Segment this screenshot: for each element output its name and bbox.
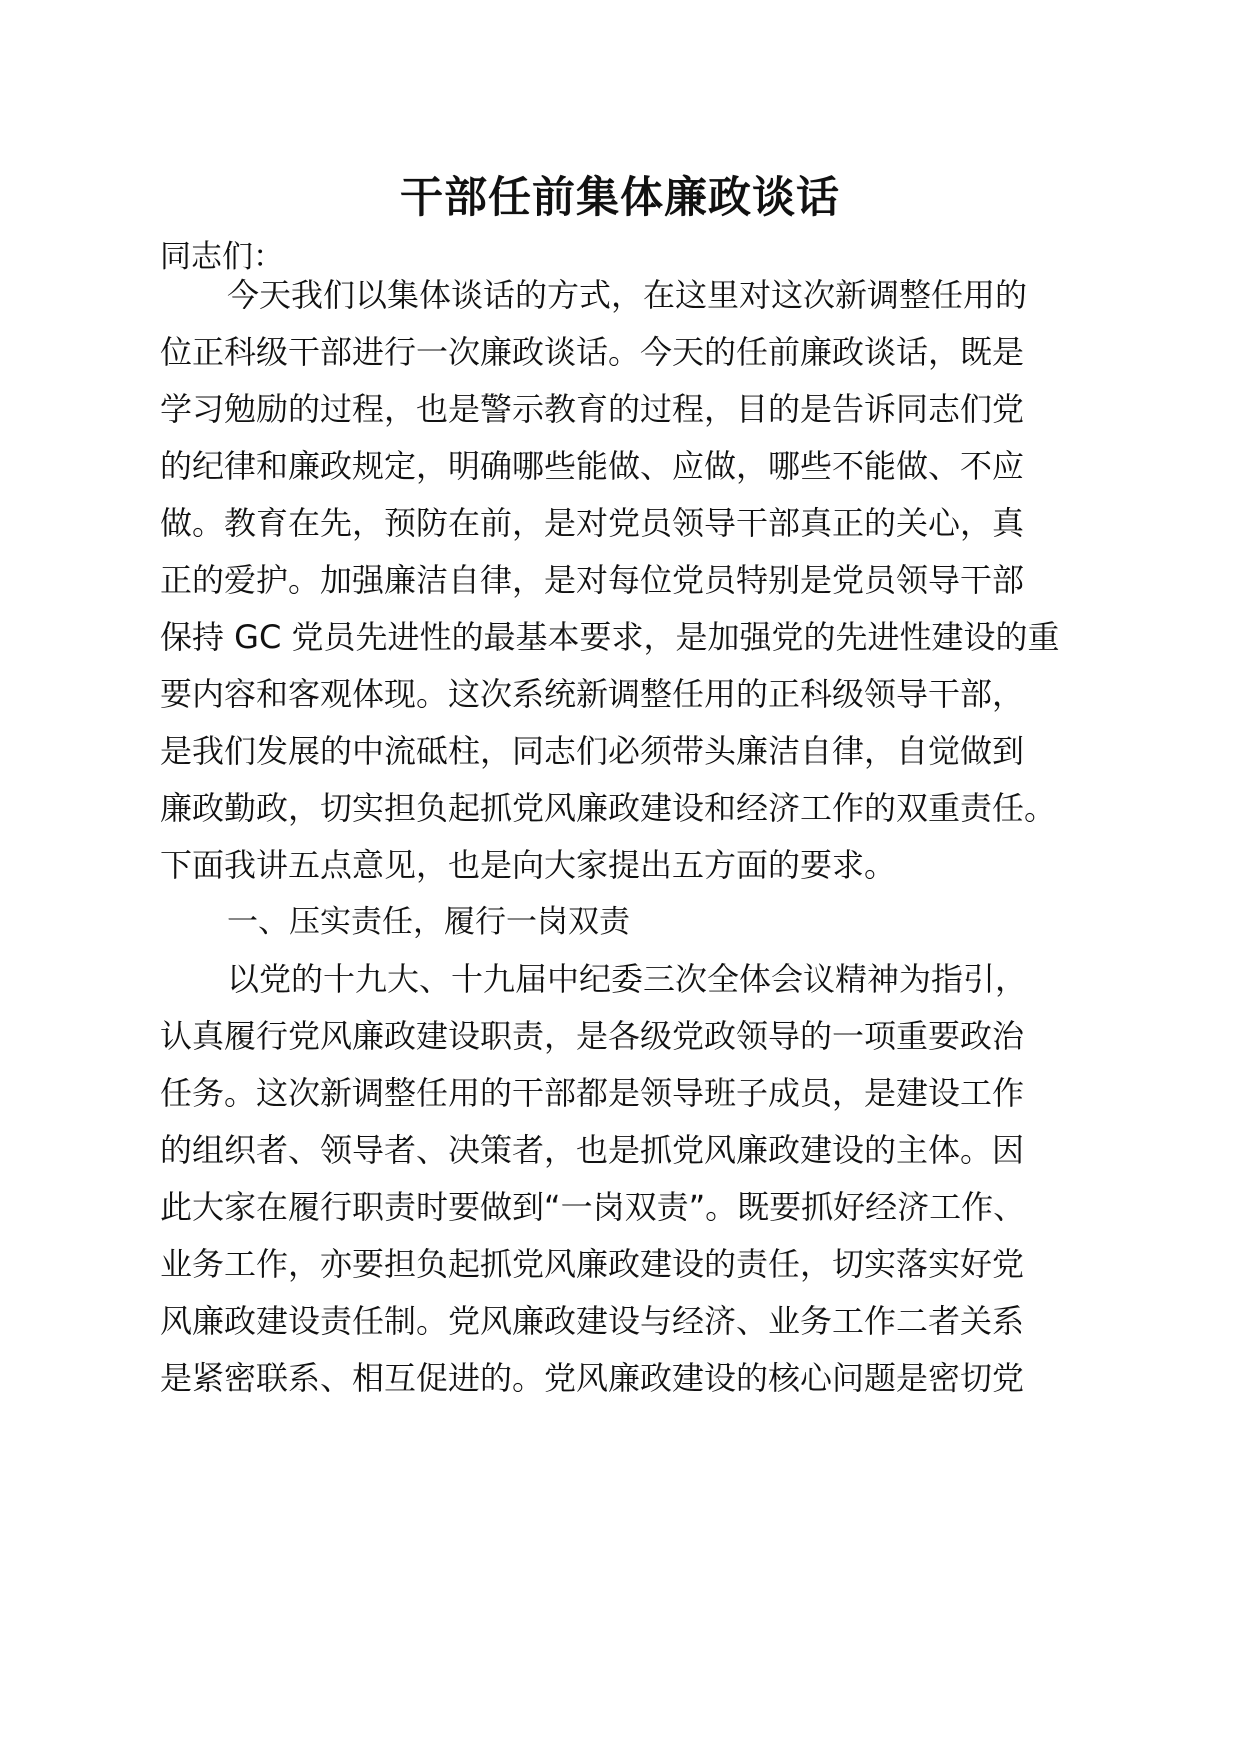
paragraph-line: 做。教育在先，预防在前，是对党员领导干部真正的关心，真 [160,504,1025,542]
paragraph-line: 以党的十九大、十九届中纪委三次全体会议精神为指引， [227,960,1028,998]
paragraph-line: 正的爱护。加强廉洁自律，是对每位党员特别是党员领导干部 [160,561,1025,599]
paragraph-line: 廉政勤政，切实担负起抓党风廉政建设和经济工作的双重责任。 [160,789,1057,827]
salutation: 同志们： [160,239,284,275]
paragraph-line: 要内容和客观体现。这次系统新调整任用的正科级领导干部， [160,675,1025,713]
paragraph-line: 任务。这次新调整任用的干部都是领导班子成员，是建设工作 [160,1074,1025,1112]
paragraph-line: 是紧密联系、相互促进的。党风廉政建设的核心问题是密切党 [160,1359,1025,1397]
paragraph-line: 业务工作，亦要担负起抓党风廉政建设的责任，切实落实好党 [160,1245,1025,1283]
paragraph-line: 位正科级干部进行一次廉政谈话。今天的任前廉政谈话，既是 [160,333,1025,371]
paragraph-line: 下面我讲五点意见，也是向大家提出五方面的要求。 [160,846,897,884]
paragraph-line: 学习勉励的过程，也是警示教育的过程，目的是告诉同志们党 [160,390,1025,428]
paragraph-line: 是我们发展的中流砥柱，同志们必须带头廉洁自律，自觉做到 [160,732,1025,770]
paragraph-line: 风廉政建设责任制。党风廉政建设与经济、业务工作二者关系 [160,1302,1025,1340]
section-heading: 一、压实责任，履行一岗双责 [227,904,630,940]
paragraph-line: 的纪律和廉政规定，明确哪些能做、应做，哪些不能做、不应 [160,447,1025,485]
paragraph-line: 此大家在履行职责时要做到“一岗双责”。既要抓好经济工作、 [160,1188,1026,1226]
paragraph-line: 认真履行党风廉政建设职责，是各级党政领导的一项重要政治 [160,1017,1025,1055]
paragraph-line: 今天我们以集体谈话的方式，在这里对这次新调整任用的 [227,276,1028,314]
document-title: 干部任前集体廉政谈话 [400,173,840,223]
paragraph-line: 保持 GC 党员先进性的最基本要求，是加强党的先进性建设的重 [160,618,1060,656]
paragraph-line: 的组织者、领导者、决策者，也是抓党风廉政建设的主体。因 [160,1131,1025,1169]
